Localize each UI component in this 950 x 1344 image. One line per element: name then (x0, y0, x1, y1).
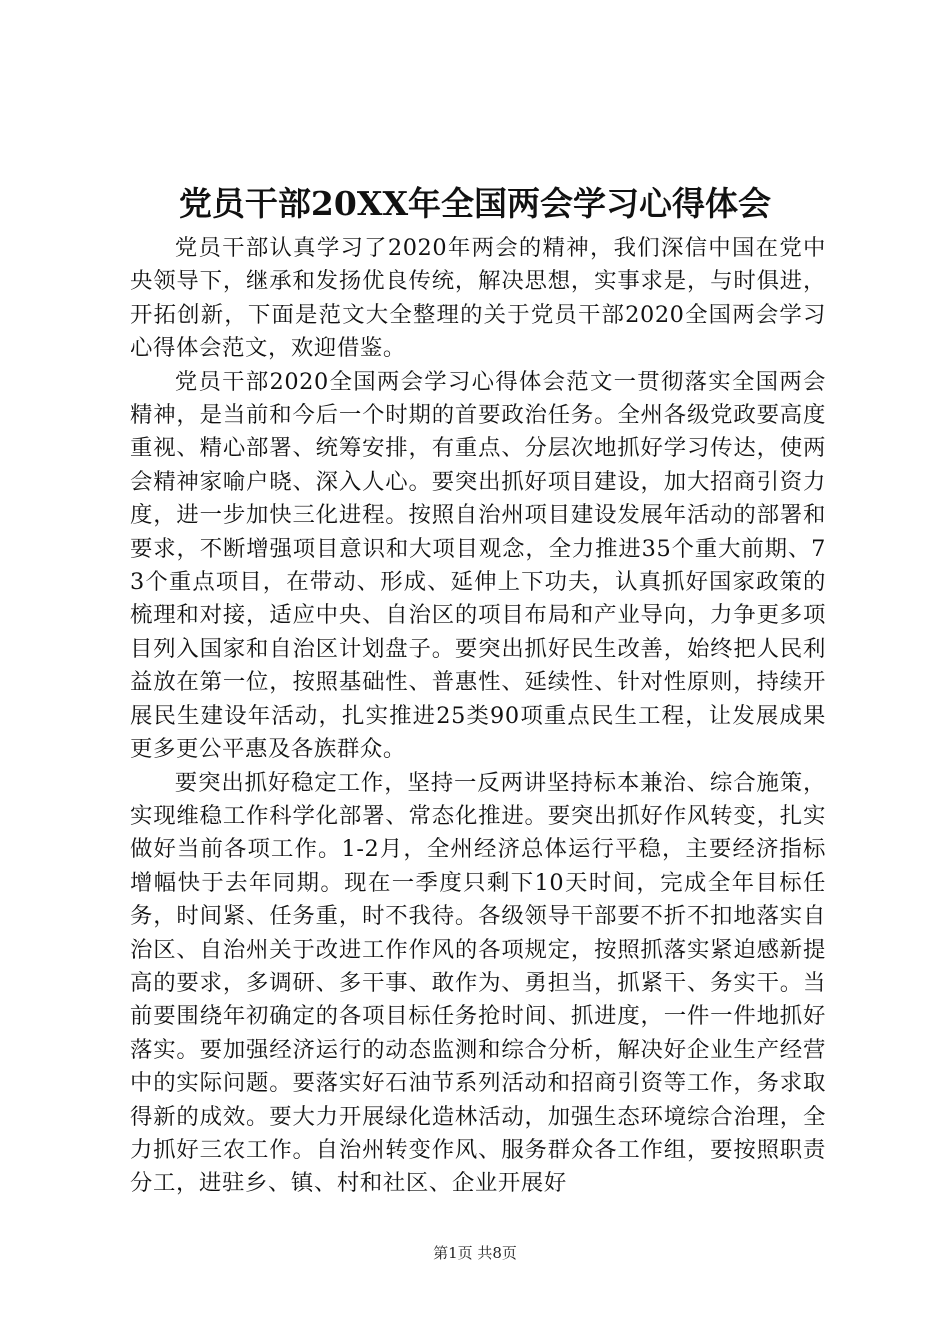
document-body (130, 232, 826, 1201)
paragraph-continued: 要突出抓好稳定工作，坚持一反两讲坚持标本兼治、综合施策，实现维稳工作科学化部署、常态化推进。要突出抓好作风转变，扎实做好当前各项工作。1-2月，全州经济总体运行平稳，主要经济指标增幅快于去年同期。现在一季度只剩下10天时间，完成全年目标任务，时间紧、任务重，时不我待。各级领导干部要不折不扣地落实自治区、自治州关于改进工作作风的各项规定，按照抓落实紧迫感新提高的要求，多调研、多干事、敢作为、勇担当，抓紧干、务实干。当前要围绕年初确定的各项目标任务抢时间、抓进度，一件一件地抓好落实。要加强经济运行的动态监测和综合分析，解决好企业生产经营中的实际问题。要落实好石油节系列活动和招商引资等工作，务求取得新的成效。要大力开展绿化造林活动，加强生态环境综合治理，全力抓好三农工作。自治州转变作风、服务群众各工作组，要按照职责分工，进驻乡、镇、村和社区、企业开展好 (130, 769, 826, 1197)
page-footer: 第1页 共8页 (433, 1244, 517, 1262)
paragraph-intro: 党员干部认真学习了2020年两会的精神，我们深信中国在党中央领导下，继承和发扬优良传统，解决思想，实事求是，与时俱进，开拓创新，下面是范文大全整理的关于党员干部2020全国两会学习心得体会范文，欢迎借鉴。 (130, 235, 826, 362)
paragraph-main: 党员干部2020全国两会学习心得体会范文一贯彻落实全国两会精神，是当前和今后一个时期的首要政治任务。全州各级党政要高度重视、精心部署、统筹安排，有重点、分层次地抓好学习传达，使两会精神家喻户晓、深入人心。要突出抓好项目建设，加大招商引资力度，进一步加快三化进程。按照自治州项目建设发展年活动的部署和要求，不断增强项目意识和大项目观念，全力推进35个重大前期、73个重点项目，在带动、形成、延伸上下功夫，认真抓好国家政策的梳理和对接，适应中央、自治区的项目布局和产业导向，力争更多项目列入国家和自治区计划盘子。要突出抓好民生改善，始终把人民利益放在第一位，按照基础性、普惠性、延续性、针对性原则，持续开展民生建设年活动，扎实推进25类90项重点民生工程，让发展成果更多更公平惠及各族群众。 (130, 368, 826, 763)
document-title: 党员干部20XX年全国两会学习心得体会 (178, 184, 772, 223)
